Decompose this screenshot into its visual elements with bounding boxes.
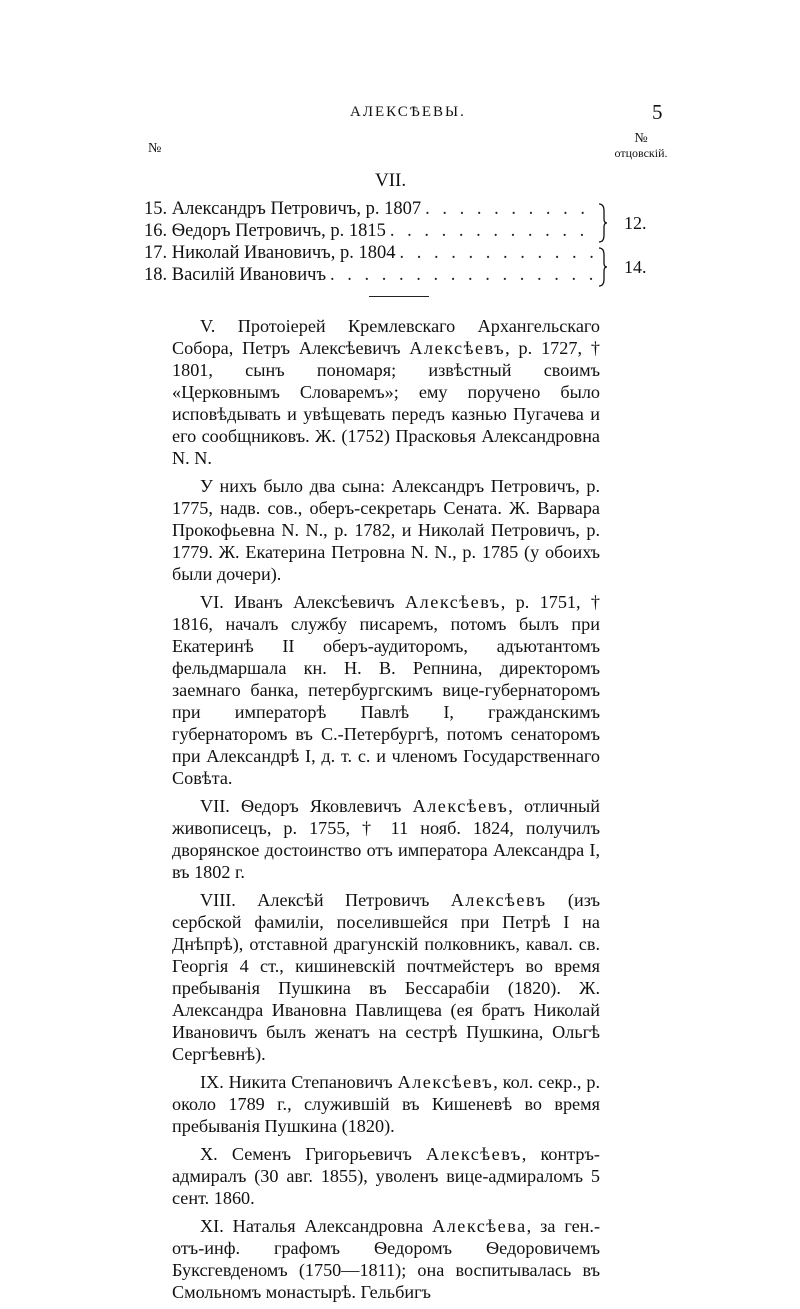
table-row-name: 17. Николай Ивановичъ, р. 1804 <box>144 243 396 263</box>
surname: Алексѣевъ <box>405 592 501 612</box>
paragraph: IX. Никита Степановичъ Алексѣевъ, кол. секр., р. около 1789 г., служившій въ Кишеневѣ во время пребыванія Пушкина (1820). <box>172 1072 600 1136</box>
table-row <box>144 220 606 242</box>
page-number: 5 <box>652 100 663 124</box>
surname: Алексѣева <box>432 1216 527 1236</box>
surname: Алексѣевъ <box>409 338 506 358</box>
paragraph: VIII. Алексѣй Петровичъ Алексѣевъ (изъ сербской фамиліи, поселившейся при Петрѣ I на Днѣпрѣ), отставной драгунскій полковникъ, кавал. св. Георгія 4 ст., кишиневскій почтмейстеръ во время пребыванія Пушкина въ Бессарабіи (1820). Ж. Александра Ивановна Павлищева (ея братъ Николай Ивановичъ былъ женатъ на сестрѣ Пушкина, Ольгѣ Сергѣевнѣ). <box>172 890 600 1064</box>
table-row-name: 16. Ѳедоръ Петровичъ, р. 1815 <box>144 221 386 241</box>
surname: Алексѣевъ <box>412 796 509 816</box>
column-label-number: № <box>148 141 162 156</box>
column-label-father-text: отцовскій. <box>614 146 668 160</box>
leader-dots <box>425 198 598 220</box>
paragraph: VI. Иванъ Алексѣевичъ Алексѣевъ, р. 1751, † 1816, началъ службу писаремъ, потомъ былъ при Екатеринѣ II оберъ-аудиторомъ, адъютантомъ фельдмаршала кн. Н. В. Репнина, директоромъ заемнаго банка, петербургскимъ вице-губернаторомъ при императорѣ Павлѣ I, гражданскимъ губернаторомъ въ С.-Петербургѣ, потомъ сенаторомъ при Александрѣ I, д. т. с. и членомъ Государственнаго Совѣта. <box>172 592 600 788</box>
brace-icon <box>598 247 608 287</box>
table-row <box>144 264 606 286</box>
body-text <box>172 315 600 1309</box>
paragraph: VII. Ѳедоръ Яковлевичъ Алексѣевъ, отличный живописецъ, р. 1755, † 11 нояб. 1824, получилъ дворянское достоинство отъ императора Александра I, въ 1802 г. <box>172 796 600 882</box>
paragraph: У нихъ было два сына: Александръ Петровичъ, р. 1775, надв. сов., оберъ-секретарь Сената. Ж. Варвара Прокофьевна N. N., р. 1782, и Николай Петровичъ, р. 1779. Ж. Екатерина Петровна N. N., р. 1785 (у обоихъ были дочери). <box>172 476 600 584</box>
father-number: 14. <box>624 257 647 277</box>
leader-dots <box>330 264 598 286</box>
paragraph: V. Протоіерей Кремлевскаго Архангельскаго Собора, Петръ Алексѣевичъ Алексѣевъ, р. 1727, † 1801, сынъ пономаря; извѣстный своимъ «Церковнымъ Словаремъ»; ему поручено было исповѣдывать и увѣщевать передъ казнью Пугачева и его сообщниковъ. Ж. (1752) Прасковья Александровна N. N. <box>172 316 600 468</box>
table-row <box>144 198 606 220</box>
surname: Алексѣевъ <box>426 1144 522 1164</box>
paragraph: XI. Наталья Александровна Алексѣева, за ген.-отъ-инф. графомъ Ѳедоромъ Ѳедоровичемъ Буксгевденомъ (1750—1811); она воспитывалась въ Смольномъ монастырѣ. Гельбигъ <box>172 1216 600 1302</box>
leader-dots <box>390 220 598 242</box>
paragraph: X. Семенъ Григорьевичъ Алексѣевъ, контръ-адмиралъ (30 авг. 1855), уволенъ вице-адмираломъ 5 сент. 1860. <box>172 1144 600 1208</box>
leader-dots <box>400 242 598 264</box>
column-label-father-sign: № <box>634 131 648 146</box>
column-label-father <box>606 132 676 160</box>
genealogy-table <box>144 198 664 286</box>
table-row <box>144 242 606 264</box>
surname: Алексѣевъ <box>397 1072 494 1092</box>
generation-heading: VII. <box>375 170 407 191</box>
section-divider <box>369 296 429 297</box>
running-title: АЛЕКСѢЕВЫ. <box>350 104 466 120</box>
surname: Алексѣевъ <box>450 890 547 910</box>
father-number: 12. <box>624 213 647 233</box>
table-row-name: 18. Василій Ивановичъ <box>144 265 327 285</box>
brace-icon <box>598 203 608 243</box>
table-row-name: 15. Александръ Петровичъ, р. 1807 <box>144 199 422 219</box>
